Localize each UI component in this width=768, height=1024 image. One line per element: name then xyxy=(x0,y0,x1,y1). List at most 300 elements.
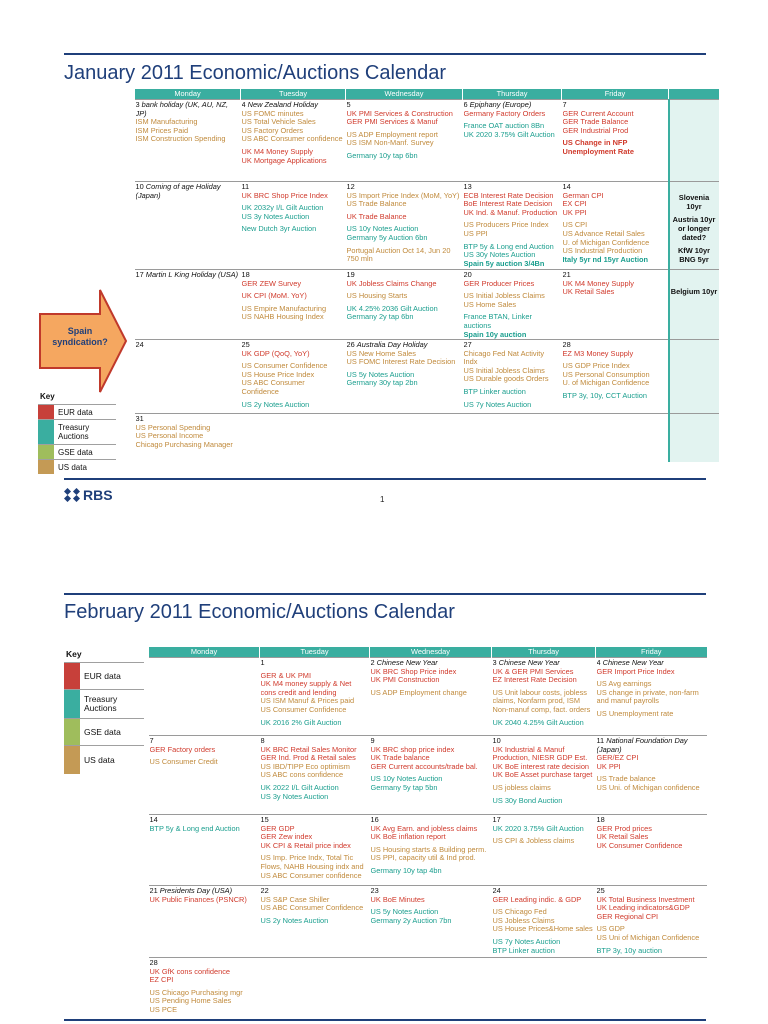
event-item: UK Ind. & Manuf. Production xyxy=(463,208,558,217)
day-date-label: 3 Chinese New Year xyxy=(492,659,560,667)
event-item: UK Leading indicators&GDP xyxy=(596,904,690,913)
event-item: US ADP Employment report xyxy=(346,130,438,139)
event-item: US Housing starts & Building perm. xyxy=(370,845,487,854)
day-header-wednesday: Wednesday xyxy=(346,89,463,100)
issuance-label: dated? xyxy=(681,233,707,242)
rbs-logo xyxy=(64,487,113,503)
event-item: UK PMI Construction xyxy=(370,676,440,685)
page-title-january: January 2011 Economic/Auctions Calendar xyxy=(64,62,447,84)
day-cell xyxy=(370,736,492,815)
day-date-label: 2 Chinese New Year xyxy=(370,659,438,667)
key-title: Key xyxy=(66,649,82,659)
day-cell xyxy=(346,270,463,340)
day-date-label: 9 xyxy=(370,737,375,745)
day-cell xyxy=(463,414,562,462)
day-cell xyxy=(463,340,562,414)
day-cell xyxy=(370,815,492,886)
event-item: UK GDP (QoQ, YoY) xyxy=(241,349,310,358)
day-cell xyxy=(463,182,562,270)
day-cell xyxy=(260,658,370,736)
day-date-label: 10 xyxy=(492,737,501,745)
event-item: ISM Construction Spending xyxy=(135,135,226,144)
key-label: US data xyxy=(84,754,115,765)
event-item: Chicago Fed Nat Activity xyxy=(463,349,545,358)
event-item: Germany Factory Orders xyxy=(463,109,546,118)
event-item: US S&P Case Shiller xyxy=(260,895,330,904)
event-item: German CPI xyxy=(562,191,604,200)
event-item: UK GfK cons confidence xyxy=(149,967,231,976)
event-item: Production, NIESR GDP Est. xyxy=(492,754,588,763)
day-date-label: 18 xyxy=(241,271,250,279)
day-cell xyxy=(596,958,707,1023)
event-item: US Jobless Claims xyxy=(492,916,555,925)
event-item: US Chicago Fed xyxy=(492,908,547,917)
day-date-label: 20 xyxy=(463,271,472,279)
day-cell xyxy=(596,658,707,736)
event-item: UK PPI xyxy=(562,208,587,217)
event-item: US 5y Notes Auction xyxy=(346,370,415,379)
week-row xyxy=(149,958,707,1023)
day-cell xyxy=(135,100,241,182)
side-issuance-cell xyxy=(669,100,719,182)
event-item: GER Industrial Prod xyxy=(562,126,629,135)
week-row xyxy=(135,340,719,414)
day-date-label: 4 New Zealand Holiday xyxy=(241,101,318,109)
week-row xyxy=(135,100,719,182)
day-cell xyxy=(370,958,492,1023)
day-cell xyxy=(346,100,463,182)
event-item: UK Retail Sales xyxy=(562,288,615,297)
day-cell xyxy=(492,658,596,736)
day-cell xyxy=(346,182,463,270)
event-item: US Consumer Confidence xyxy=(260,705,347,714)
day-date-label: 6 Epiphany (Europe) xyxy=(463,101,532,109)
event-item: UK & GER PMI Services xyxy=(492,667,574,676)
event-item: EZ Interest Rate Decision xyxy=(492,676,577,685)
key-item xyxy=(38,419,116,444)
calendar-january xyxy=(134,89,719,462)
day-date-label: 10 Coming of age Holiday (Japan) xyxy=(135,183,221,200)
event-item: US 10y Notes Auction xyxy=(346,225,419,234)
issuance-label: BNG 5yr xyxy=(679,255,709,264)
event-item: EX CPI xyxy=(562,200,587,209)
event-item: claims, Nonfarm prod, ISM xyxy=(492,697,580,706)
day-cell xyxy=(346,414,463,462)
day-cell xyxy=(562,270,669,340)
event-item: UK BoE interest rate decision xyxy=(492,762,590,771)
event-item: GER Leading indic. & GDP xyxy=(492,895,582,904)
top-rule-page2 xyxy=(64,593,706,595)
event-item: UK CPI & Retail price index xyxy=(260,841,351,850)
event-item: BTP 3y, 10y, CCT Auction xyxy=(562,391,647,400)
day-date-label: 19 xyxy=(346,271,355,279)
event-item: US Personal Consumption xyxy=(562,370,650,379)
event-item: US Unit labour costs, jobless xyxy=(492,688,587,697)
event-item: UK CPI (MoM. YoY) xyxy=(241,292,307,301)
day-date-label: 28 xyxy=(149,959,158,967)
day-cell xyxy=(260,886,370,958)
day-cell xyxy=(241,414,346,462)
event-item: GER Prod prices xyxy=(596,824,652,833)
event-item: US Initial Jobless Claims xyxy=(463,366,545,375)
event-item: UK 2032y I/L Gilt Auction xyxy=(241,204,324,213)
side-issuance-cell xyxy=(669,414,719,462)
event-item: Flows, NAHB Housing indx and xyxy=(260,862,364,871)
event-item: UK 2020 3.75% Gilt Auction xyxy=(463,130,555,139)
event-item: ECB Interest Rate Decision xyxy=(463,191,554,200)
bottom-rule-page2 xyxy=(64,1019,706,1021)
side-issuance-cell xyxy=(669,182,719,270)
event-item: US Housing Starts xyxy=(346,292,408,301)
event-item: US 30y Bond Auction xyxy=(492,796,563,805)
event-item: UK Avg Earn. and jobless claims xyxy=(370,824,478,833)
event-item: Portugal Auction Oct 14, Jun 20 xyxy=(346,246,451,255)
event-item: UK Jobless Claims Change xyxy=(346,279,437,288)
event-item: US ISM Non-Manf. Survey xyxy=(346,139,434,148)
event-item: UK Mortgage Applications xyxy=(241,156,327,165)
day-cell xyxy=(135,270,241,340)
day-cell xyxy=(346,340,463,414)
day-cell xyxy=(463,270,562,340)
legend-key-january xyxy=(38,390,116,474)
issuance-label: Belgium 10yr xyxy=(670,287,718,296)
day-cell xyxy=(241,270,346,340)
event-item: US 7y Notes Auction xyxy=(463,400,532,409)
day-cell xyxy=(492,815,596,886)
calendar-february xyxy=(148,647,707,1023)
event-item: UK M4 Money Supply xyxy=(562,279,634,288)
event-item: UK Public Finances (PSNCR) xyxy=(149,895,247,904)
event-item: US ABC Consumer confidence xyxy=(241,135,343,144)
event-item: US Trade Balance xyxy=(346,200,407,209)
event-item: US change in private, non-farm xyxy=(596,688,699,697)
event-item: GER Import Price Index xyxy=(596,667,675,676)
side-issuance-cell xyxy=(669,340,719,414)
event-item: UK Retail Sales xyxy=(596,833,649,842)
event-item: US FOMC Interest Rate Decision xyxy=(346,358,456,367)
key-swatch xyxy=(38,445,54,459)
event-item: BoE Interest Rate Decision xyxy=(463,200,553,209)
event-item: GER & UK PMI xyxy=(260,671,312,680)
event-item: Germany 10y tap 4bn xyxy=(370,866,442,875)
day-header-friday: Friday xyxy=(562,89,669,100)
key-item xyxy=(64,662,144,689)
week-row xyxy=(149,886,707,958)
event-item: Italy 5yr nd 15yr Auction xyxy=(562,255,649,264)
key-label: GSE data xyxy=(84,726,121,737)
event-item: UK BoE inflation report xyxy=(370,833,446,842)
day-cell xyxy=(562,182,669,270)
week-row xyxy=(135,414,719,462)
event-item: US House Prices&Home sales xyxy=(492,925,593,934)
rbs-logo-icon xyxy=(64,488,80,502)
day-cell xyxy=(149,958,260,1023)
bottom-rule xyxy=(64,478,706,480)
event-item: UK 2020 3.75% Gilt Auction xyxy=(492,824,584,833)
day-header-thursday: Thursday xyxy=(492,647,596,658)
event-item: US 7y Notes Auction xyxy=(492,937,561,946)
day-cell xyxy=(562,414,669,462)
event-item: UK BRC Retail Sales Monitor xyxy=(260,745,357,754)
event-item: UK BRC Shop Price index xyxy=(370,667,457,676)
event-item: UK M4 Money Supply xyxy=(241,147,313,156)
callout-label: Spain syndication? xyxy=(52,326,108,347)
key-item xyxy=(38,459,116,474)
day-date-label: 16 xyxy=(370,816,379,824)
event-item: UK PMI Services & Construction xyxy=(346,109,453,118)
event-item: US Import Price Index (MoM, YoY) xyxy=(346,191,460,200)
day-date-label: 1 xyxy=(260,659,265,667)
event-item: EZ M3 Money Supply xyxy=(562,349,634,358)
event-item: US Personal Income xyxy=(135,432,204,441)
event-item: UK 2022 I/L Gilt Auction xyxy=(260,783,339,792)
key-item xyxy=(38,444,116,459)
event-item: US 3y Notes Auction xyxy=(241,212,310,221)
event-item: US Durable goods Orders xyxy=(463,375,549,384)
event-item: Confidence xyxy=(241,387,279,396)
day-cell xyxy=(596,815,707,886)
event-item: GER Current Account xyxy=(562,109,634,118)
day-cell xyxy=(149,736,260,815)
side-issuance-cell xyxy=(669,270,719,340)
event-item: US CPI & Jobless claims xyxy=(492,837,575,846)
event-item: US Total Vehicle Sales xyxy=(241,118,316,127)
event-item: US GDP xyxy=(596,925,625,934)
event-item: UK 2016 2% Gilt Auction xyxy=(260,718,342,727)
event-item: US 5y Notes Auction xyxy=(370,908,439,917)
event-item: US PPI, capacity util & Ind prod. xyxy=(370,854,476,863)
day-date-label: 14 xyxy=(562,183,571,191)
event-item: BTP 5y & Long end Auction xyxy=(149,824,240,833)
event-item: US PCE xyxy=(149,1005,178,1014)
event-item: US 10y Notes Auction xyxy=(370,775,443,784)
week-row xyxy=(149,736,707,815)
day-cell xyxy=(260,736,370,815)
day-date-label: 21 Presidents Day (USA) xyxy=(149,887,233,895)
event-item: Non-manuf comp, fact. orders xyxy=(492,705,591,714)
key-title: Key xyxy=(40,392,55,401)
event-item: Spain 10y auction xyxy=(463,330,527,339)
day-header-tuesday: Tuesday xyxy=(241,89,346,100)
event-item: US Factory Orders xyxy=(241,126,304,135)
event-item: GER Ind. Prod & Retail sales xyxy=(260,754,356,763)
day-cell xyxy=(149,815,260,886)
event-item: US ISM Manuf & Prices paid xyxy=(260,697,355,706)
top-rule xyxy=(64,53,706,55)
event-item: US Pending Home Sales xyxy=(149,997,232,1006)
day-cell xyxy=(135,340,241,414)
day-header-monday: Monday xyxy=(149,647,260,658)
event-item: UK BRC shop price index xyxy=(370,745,455,754)
key-item xyxy=(38,404,116,419)
day-date-label: 24 xyxy=(135,341,144,349)
day-date-label: 23 xyxy=(370,887,379,895)
day-cell xyxy=(370,658,492,736)
day-cell xyxy=(463,100,562,182)
day-cell xyxy=(596,886,707,958)
day-cell xyxy=(562,340,669,414)
event-item: GER Zew index xyxy=(260,833,313,842)
day-date-label: 25 xyxy=(241,341,250,349)
side-column-header xyxy=(669,89,719,100)
event-item: UK 4.25% 2036 Gilt Auction xyxy=(346,304,438,313)
day-cell xyxy=(149,886,260,958)
event-item: cons credit and lending xyxy=(260,688,337,697)
event-item: US Home Sales xyxy=(463,300,517,309)
day-header-monday: Monday xyxy=(135,89,241,100)
key-item xyxy=(64,718,144,745)
issuance-label: Austria 10yr xyxy=(672,215,716,224)
event-item: US Imp. Price Indx, Total Tic xyxy=(260,854,354,863)
key-label: EUR data xyxy=(58,407,93,417)
day-cell xyxy=(241,182,346,270)
day-date-label: 15 xyxy=(260,816,269,824)
day-cell xyxy=(241,340,346,414)
day-date-label: 31 xyxy=(135,415,144,423)
event-item: GER/EZ CPI xyxy=(596,754,639,763)
event-item: US 2y Notes Auction xyxy=(260,916,329,925)
day-date-label: 8 xyxy=(260,737,265,745)
event-item: UK BRC Shop Price Index xyxy=(241,191,328,200)
event-item: US Change in NFP xyxy=(562,139,628,148)
key-label: US data xyxy=(58,462,87,472)
key-label: Treasury Auctions xyxy=(58,423,90,441)
event-item: US Chicago Purchasing mgr xyxy=(149,988,243,997)
event-item: US House Price Index xyxy=(241,370,315,379)
issuance-label: KfW 10yr xyxy=(677,246,711,255)
event-item: US NAHB Housing Index xyxy=(241,313,324,322)
event-item: US 30y Notes Auction xyxy=(463,251,536,260)
event-item: BTP Linker auction xyxy=(492,946,555,955)
day-cell xyxy=(492,886,596,958)
day-date-label: 18 xyxy=(596,816,605,824)
event-item: UK Trade balance xyxy=(370,754,430,763)
event-item: GER ZEW Survey xyxy=(241,279,302,288)
key-swatch xyxy=(64,746,80,774)
day-cell xyxy=(135,182,241,270)
day-date-label: 14 xyxy=(149,816,158,824)
event-item: UK M4 money supply & Net xyxy=(260,680,352,689)
event-item: US ADP Employment change xyxy=(370,688,467,697)
day-cell xyxy=(241,100,346,182)
event-item: UK Total Business Investment xyxy=(596,895,695,904)
event-item: U. of Michigan Confidence xyxy=(562,379,650,388)
key-label: EUR data xyxy=(84,670,121,681)
event-item: US FOMC minutes xyxy=(241,109,304,118)
event-item: Germany 10y tap 6bn xyxy=(346,151,418,160)
day-date-label: 13 xyxy=(463,183,472,191)
key-swatch xyxy=(38,405,54,419)
event-item: US Avg earnings xyxy=(596,680,652,689)
event-item: BTP 3y, 10y auction xyxy=(596,946,662,955)
event-item: GER Regional CPI xyxy=(596,912,659,921)
key-item xyxy=(64,689,144,718)
event-item: BTP Linker auction xyxy=(463,387,526,396)
day-header-thursday: Thursday xyxy=(463,89,562,100)
event-item: GER PMI Services & Manuf xyxy=(346,118,438,127)
event-item: US ABC Consumer Confidence xyxy=(260,904,364,913)
event-item: UK BoE Asset purchase target xyxy=(492,771,593,780)
event-item: BTP 5y & Long end Auction xyxy=(463,242,554,251)
event-item: Germany 2y Auction 7bn xyxy=(370,916,452,925)
day-date-label: 21 xyxy=(562,271,571,279)
event-item: UK BoE Minutes xyxy=(370,895,425,904)
week-row xyxy=(149,815,707,886)
event-item: US Uni. of Michigan confidence xyxy=(596,783,700,792)
day-cell xyxy=(492,736,596,815)
key-swatch xyxy=(64,719,80,745)
event-item: US Uni of Michigan Confidence xyxy=(596,933,700,942)
day-header-tuesday: Tuesday xyxy=(260,647,370,658)
day-date-label: 11 xyxy=(241,183,250,191)
day-date-label: 17 xyxy=(492,816,501,824)
day-date-label: 27 xyxy=(463,341,472,349)
event-item: 750 mln xyxy=(346,255,373,264)
event-item: and manuf payrolls xyxy=(596,697,659,706)
day-cell xyxy=(370,886,492,958)
day-header-friday: Friday xyxy=(596,647,707,658)
day-cell xyxy=(135,414,241,462)
week-row xyxy=(149,658,707,736)
event-item: US Consumer Confidence xyxy=(241,362,328,371)
event-item: UK Consumer Confidence xyxy=(596,841,683,850)
day-date-label: 4 Chinese New Year xyxy=(596,659,664,667)
week-row xyxy=(135,270,719,340)
event-item: US IBD/TIPP Eco optimism xyxy=(260,762,350,771)
event-item: Spain 5y auction 3/4Bn xyxy=(463,259,545,268)
event-item: US GDP Price Index xyxy=(562,362,630,371)
event-item: GER GDP xyxy=(260,824,295,833)
event-item: Indx xyxy=(463,358,478,367)
day-date-label: 22 xyxy=(260,887,269,895)
event-item: UK 2040 4.25% Gilt Auction xyxy=(492,718,584,727)
event-item: US Advance Retail Sales xyxy=(562,229,645,238)
event-item: France OAT auction 8Bn xyxy=(463,122,545,131)
day-date-label: 11 National Foundation Day (Japan) xyxy=(596,737,688,754)
event-item: US Industrial Production xyxy=(562,247,643,256)
event-item: US Unemployment rate xyxy=(596,709,674,718)
event-item: UK PPI xyxy=(596,762,621,771)
event-item: UK Trade Balance xyxy=(346,212,407,221)
day-date-label: 17 Martin L King Holiday (USA) xyxy=(135,271,239,279)
day-cell xyxy=(562,100,669,182)
event-item: US Personal Spending xyxy=(135,423,211,432)
event-item: GER Current accounts/trade bal. xyxy=(370,762,478,771)
issuance-label: Slovenia 10yr xyxy=(678,193,710,211)
event-item: US ABC Consumer xyxy=(241,379,305,388)
day-date-label: 12 xyxy=(346,183,355,191)
week-row xyxy=(135,182,719,270)
day-date-label: 7 xyxy=(149,737,154,745)
event-item: UK Industrial & Manuf xyxy=(492,745,565,754)
event-item: US Consumer Credit xyxy=(149,758,218,767)
event-item: EZ CPI xyxy=(149,976,174,985)
key-swatch xyxy=(38,460,54,474)
event-item: GER Factory orders xyxy=(149,745,216,754)
event-item: New Dutch 3yr Auction xyxy=(241,225,317,234)
legend-key-february xyxy=(64,647,144,774)
event-item: ISM Prices Paid xyxy=(135,126,189,135)
rbs-logo-text: RBS xyxy=(83,487,113,503)
event-item: US 2y Notes Auction xyxy=(241,400,310,409)
key-swatch xyxy=(38,420,54,444)
day-cell xyxy=(149,658,260,736)
event-item: US Empire Manufacturing xyxy=(241,304,327,313)
event-item: US Initial Jobless Claims xyxy=(463,292,545,301)
event-item: US PPI xyxy=(463,229,488,238)
event-item: France BTAN, Linker xyxy=(463,313,532,322)
day-cell xyxy=(492,958,596,1023)
